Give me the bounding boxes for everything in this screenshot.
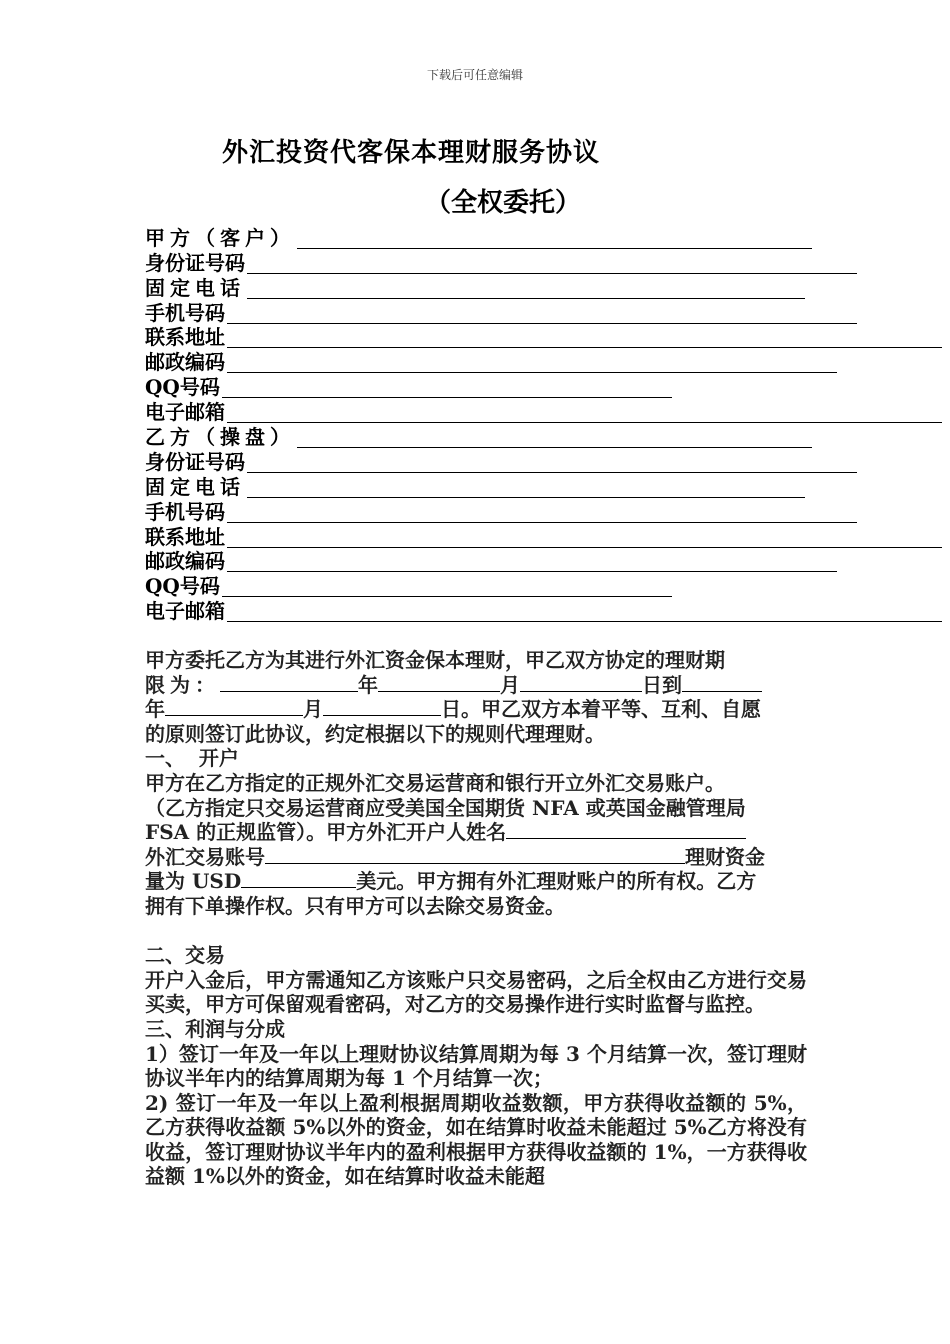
amount-suffix: 美元。甲方拥有外汇理财账户的所有权。乙方	[356, 869, 757, 894]
intro-line-3	[145, 697, 807, 722]
party-b-mobile-label: 手机号码	[145, 499, 225, 524]
party-b-row	[145, 423, 950, 448]
party-a-postcode-row	[145, 348, 950, 373]
intro-line-2	[145, 673, 807, 698]
party-b-qq-label: QQ号码	[145, 574, 220, 599]
section-2-text: 开户入金后，甲方需通知乙方该账户只交易密码，之后全权由乙方进行交易买卖，甲方可保留观看密码，对乙方的交易操作进行实时监督与监控。	[145, 967, 807, 1017]
party-a-postcode-label: 邮政编码	[145, 350, 225, 375]
party-a-mobile-row	[145, 299, 950, 324]
party-a-label: 甲方（客户）	[145, 225, 295, 250]
party-b-id-label: 身份证号码	[145, 449, 245, 474]
party-b-mobile-input[interactable]	[227, 504, 857, 523]
party-a-phone-label: 固定电话	[145, 275, 245, 300]
party-b-address-input[interactable]	[227, 529, 942, 548]
party-a-mobile-input[interactable]	[227, 305, 857, 324]
start-year-suffix: 年	[358, 672, 378, 697]
party-a-id-input[interactable]	[247, 255, 857, 274]
party-b-id-input[interactable]	[247, 454, 857, 473]
party-b-postcode-input[interactable]	[227, 553, 837, 572]
account-number-label: 外汇交易账号	[145, 844, 265, 869]
party-b-label: 乙方（操盘）	[145, 425, 295, 450]
party-b-id-row	[145, 448, 950, 473]
party-a-qq-row	[145, 373, 950, 398]
party-a-phone-input[interactable]	[247, 280, 805, 299]
document-subtitle: （全权委托）	[425, 188, 582, 218]
party-a-email-label: 电子邮箱	[145, 400, 225, 425]
limit-label: 限为：	[145, 672, 220, 697]
party-a-id-label: 身份证号码	[145, 250, 245, 275]
start-day-input[interactable]	[520, 673, 642, 692]
party-a-address-input[interactable]	[227, 329, 942, 348]
agreement-body	[145, 648, 807, 1189]
party-b-address-row	[145, 523, 950, 548]
header-note: 下载后可任意编辑	[426, 68, 523, 82]
end-day-input[interactable]	[323, 697, 441, 716]
party-b-address-label: 联系地址	[145, 524, 225, 549]
party-b-email-input[interactable]	[227, 603, 942, 622]
party-a-id-row	[145, 249, 950, 274]
end-year-suffix: 年	[145, 697, 165, 722]
account-holder-label: FSA 的正规监管）。甲方外汇开户人姓名	[145, 820, 507, 845]
party-b-phone-label: 固定电话	[145, 474, 245, 499]
party-b-email-row	[145, 597, 950, 622]
account-holder-input[interactable]	[506, 820, 746, 839]
document-title: 外汇投资代客保本理财服务协议	[222, 138, 601, 168]
party-b-phone-row	[145, 473, 950, 498]
section-1-line-5	[145, 869, 807, 894]
intro-line-3-tail: 日。甲乙双方本着平等、互利、自愿	[441, 697, 761, 722]
party-a-input[interactable]	[297, 230, 812, 249]
start-month-suffix: 月	[500, 672, 520, 697]
section-3-paragraph-2: 2) 签订一年及一年以上盈利根据周期收益数额，甲方获得收益额的 5%，乙方获得收益额 5%以外的资金，如在结算时收益未能超过 5%乙方将没有收益，签订理财协议半年内的盈利根据甲方获得收益额的 1%，一方获得收益额 1%以外的资金，如在结算时收益未能超	[145, 1090, 807, 1189]
party-b-input[interactable]	[297, 429, 812, 448]
end-year-input[interactable]	[682, 673, 762, 692]
party-b-phone-input[interactable]	[247, 479, 805, 498]
account-number-input[interactable]	[265, 845, 685, 864]
section-1-line-1: 甲方在乙方指定的正规外汇交易运营商和银行开立外汇交易账户。	[145, 770, 725, 795]
party-a-address-row	[145, 324, 950, 349]
intro-line-1: 甲方委托乙方为其进行外汇资金保本理财，甲乙双方协定的理财期	[145, 648, 725, 672]
party-fields	[145, 224, 950, 622]
party-a-qq-label: QQ号码	[145, 375, 220, 400]
party-b-postcode-label: 邮政编码	[145, 549, 225, 574]
section-2-heading: 二、交易	[145, 943, 225, 968]
section-1-line-2: （乙方指定只交易运营商应受美国全国期货 NFA 或英国金融管理局	[145, 795, 746, 820]
party-a-qq-input[interactable]	[222, 379, 672, 398]
party-b-email-label: 电子邮箱	[145, 599, 225, 624]
party-a-email-input[interactable]	[227, 404, 942, 423]
section-3-heading: 三、利润与分成	[145, 1016, 285, 1041]
amount-label: 量为 USD	[145, 869, 242, 894]
section-1-line-6: 拥有下单操作权。只有甲方可以去除交易资金。	[145, 893, 565, 918]
party-b-qq-input[interactable]	[222, 578, 672, 597]
amount-input[interactable]	[241, 869, 356, 888]
start-month-input[interactable]	[378, 673, 500, 692]
section-1-line-3	[145, 820, 807, 845]
start-day-suffix: 日到	[642, 672, 682, 697]
party-a-row	[145, 224, 950, 249]
party-a-address-label: 联系地址	[145, 325, 225, 350]
spacer	[145, 919, 807, 944]
party-a-mobile-label: 手机号码	[145, 300, 225, 325]
party-a-phone-row	[145, 274, 950, 299]
fund-label: 理财资金	[685, 844, 765, 869]
party-b-qq-row	[145, 572, 950, 597]
end-month-input[interactable]	[165, 697, 303, 716]
party-a-email-row	[145, 398, 950, 423]
section-3-paragraph-1: 1）签订一年及一年以上理财协议结算周期为每 3 个月结算一次，签订理财协议半年内的结算周期为每 1 个月结算一次；	[145, 1041, 807, 1091]
section-1-heading: 一、 开户	[145, 746, 239, 771]
party-b-mobile-row	[145, 498, 950, 523]
end-month-suffix: 月	[303, 697, 323, 722]
start-year-input[interactable]	[220, 673, 358, 692]
party-a-postcode-input[interactable]	[227, 354, 837, 373]
intro-line-4: 的原则签订此协议，约定根据以下的规则代理理财。	[145, 721, 605, 746]
section-1-line-4	[145, 845, 807, 870]
party-b-postcode-row	[145, 548, 950, 573]
